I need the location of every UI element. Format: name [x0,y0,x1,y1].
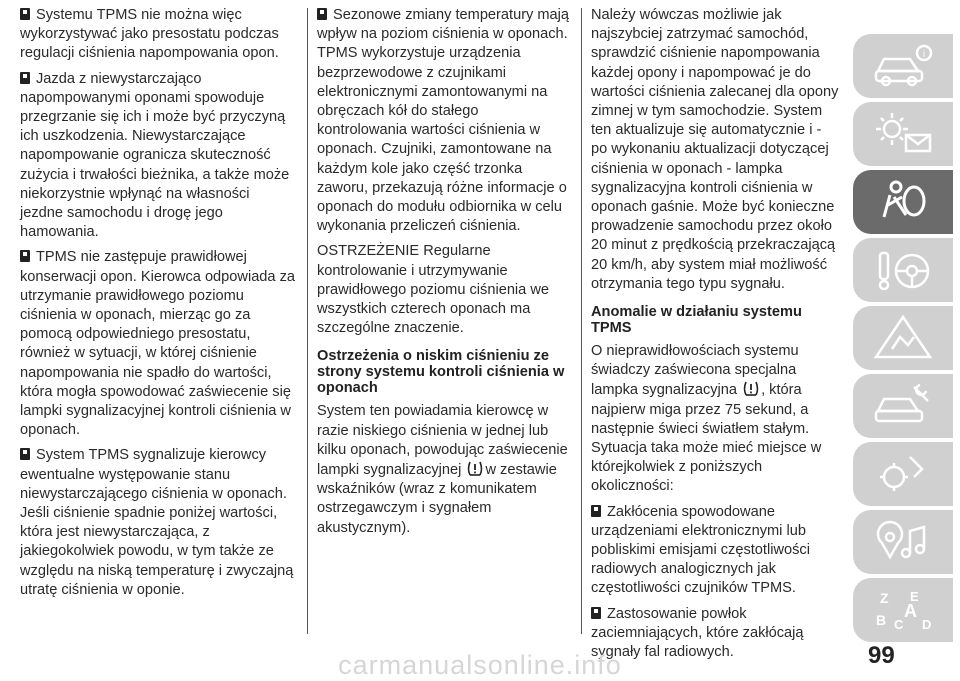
page-number: 99 [868,642,895,669]
bullet-icon [20,72,30,84]
car-info-icon [870,41,936,91]
section-heading: Ostrzeżenia o niskim ciśnieniu ze strony systemu kontroli ciśnienia w oponach [317,348,565,397]
tab-warning-lights[interactable] [853,102,953,166]
bullet-icon [591,607,601,619]
section-heading: Anomalie w działaniu systemu TPMS [591,304,802,337]
tpms-warning-icon [742,380,760,398]
tab-emergency[interactable] [853,306,953,370]
bullet-icon [20,250,30,262]
text-column-1 [20,6,296,606]
tab-index[interactable] [853,578,953,642]
bullet-icon [317,8,327,20]
tab-maintenance[interactable] [853,374,953,438]
paragraph: System TPMS sygnalizuje kierowcy ewentualne występowanie stanu niewystarczającego ciśnienia w oponach. Jeśli ciśnienie spadnie poniżej wartości, która jest niewystarczająca, z jakiegokolwiek powodu, w tym także ze względu na niską temperaturę i zwyczajną utratę ciśnienia w oponie. [20,447,294,598]
paragraph: Zastosowanie powłok zaciemniających, które zakłócają sygnały fal radiowych. [591,605,804,661]
tpms-warning-icon [466,460,484,478]
starting-driving-icon [870,245,936,295]
paragraph: O nieprawidłowościach systemu świadczy zaświecona specjalna lampka sygnalizacyjna , która najpierw miga przez 75 sekund, a następnie świeci światłem stałym. Sytuacja taka może mieć miejsce w którejkolwiek z poniższych okoliczności: [591,343,822,495]
svg-text:D: D [922,617,932,632]
index-icon [870,585,936,635]
svg-text:E: E [910,589,919,604]
paragraph: Sezonowe zmiany temperatury mają wpływ na poziom ciśnienia w oponach. TPMS wykorzystuje urządzenia bezprzewodowe z czujnikami elektronicznymi zamontowanymi na obręczach kół do stałego kontrolowania wartości ciśnienia w oponach. Czujniki, zamontowane na każdym kole jako część trzonka zaworu, przekazują różne informacje o oponach do modułu odbiornika w celu wykonania przeliczeń ciśnienia. [317,7,570,235]
text-column-2 [317,6,571,544]
paragraph: OSTRZEŻENIE Regularne kontrolowanie i utrzymywanie prawidłowego poziomu ciśnienia we wszystkich czterech oponach ma szczególne znaczenie. [317,243,550,337]
maintenance-icon [870,381,936,431]
tab-safety[interactable] [853,170,953,234]
bullet-icon [591,505,601,517]
svg-text:C: C [894,617,904,632]
multimedia-icon [870,517,936,567]
column-divider [307,8,308,634]
paragraph: System ten powiadamia kierowcę w razie niskiego ciśnienia w jednej lub kilku oponach, powodując zaświecenie lampki sygnalizacyjnej w zestawie wskaźników (wraz z komunikatem ostrzegawczym i sygnałem akustycznym). [317,403,568,536]
paragraph: Systemu TPMS nie można więc wykorzystywać jako presostatu podczas regulacji ciśnienia napompowania opon. [20,7,279,62]
emergency-icon [870,313,936,363]
svg-text:A: A [904,601,917,621]
tab-multimedia[interactable] [853,510,953,574]
svg-text:i: i [922,49,926,60]
text-column-3 [591,6,841,668]
paragraph: TPMS nie zastępuje prawidłowej konserwacji opon. Kierowca odpowiada za utrzymanie prawidłowego poziomu ciśnienia w oponach, mierząc go za pomocą odpowiedniego presostatu, również w sytuacji, w której ciśnienie napompowania nie spadło do wartości, która mogła spowodować zaświecenie się lampki sygnalizacyjnej kontroli ciśnienia w oponach. [20,249,296,439]
svg-text:Z: Z [880,590,889,606]
bullet-icon [20,8,30,20]
technical-data-icon [870,449,936,499]
watermark: carmanualsonline.info [338,650,622,680]
tab-technical-data[interactable] [853,442,953,506]
chapter-tabs [853,34,953,646]
paragraph: Zakłócenia spowodowane urządzeniami elektronicznymi lub pobliskimi emisjami częstotliwości radiowych analogicznych jak częstotliwości czujników TPMS. [591,503,810,597]
column-divider [581,8,582,634]
paragraph: Jazda z niewystarczająco napompowanymi oponami spowoduje przegrzanie się ich i może być przyczyną ich uszkodzenia. Niewystarczające napompowanie ogranicza skuteczność zużycia i trwałości bieżnika, a także może niekorzystnie wpłynąć na własności jezdne samochodu i drogę jego hamowania. [20,70,290,241]
tab-starting-driving[interactable] [853,238,953,302]
tab-car-info[interactable] [853,34,953,98]
bullet-icon [20,448,30,460]
svg-text:B: B [876,612,887,628]
warning-lights-icon [870,109,936,159]
safety-icon [870,177,936,227]
paragraph: Należy wówczas możliwie jak najszybciej zatrzymać samochód, sprawdzić ciśnienie napompowania każdej opony i napompować je do wartości ciśnienia zalecanej dla opony zimnej w tym samochodzie. System ten aktualizuje się automatycznie i - po wykonaniu aktualizacji dotyczącej ciśnienia w oponach - lampka sygnalizacyjna kontroli ciśnienia w oponach gaśnie. Może być konieczne prowadzenie samochodu przez około 20 minut z prędkością przekraczającą 20 km/h, aby system miał możliwość otrzymania tego typu sygnału. [591,7,839,292]
